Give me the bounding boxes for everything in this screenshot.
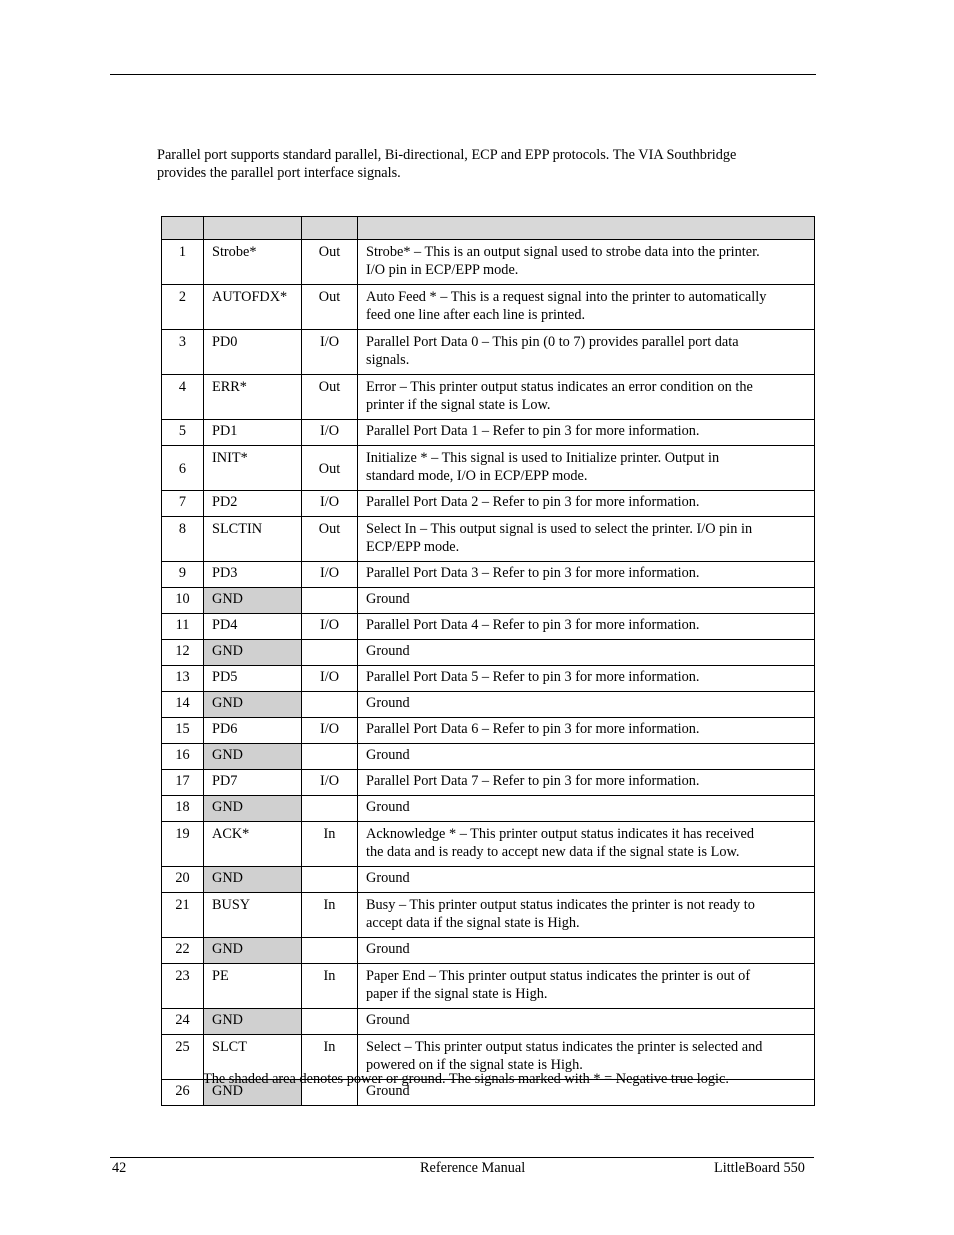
description-line-1: Parallel Port Data 6 – Refer to pin 3 for more information. <box>366 721 700 737</box>
signal-name-cell: GND <box>204 744 302 770</box>
direction-cell: I/O <box>302 666 358 692</box>
pin-number-cell: 1 <box>162 240 204 285</box>
header-rule <box>110 74 816 75</box>
description-cell <box>358 718 815 744</box>
description-cell <box>358 446 815 491</box>
direction-cell <box>302 1009 358 1035</box>
description-cell <box>358 375 815 420</box>
signal-name-cell: PD6 <box>204 718 302 744</box>
intro-line-1: Parallel port supports standard parallel, Bi-directional, ECP and EPP protocols. The VIA Southbridge <box>157 147 737 163</box>
description-line-1: Ground <box>366 870 410 886</box>
direction-cell: I/O <box>302 420 358 446</box>
description-line-1: Ground <box>366 747 410 763</box>
pin-number-cell: 25 <box>162 1035 204 1080</box>
description-line-1: Ground <box>366 799 410 815</box>
signal-name-cell: GND <box>204 1080 302 1106</box>
description-cell <box>358 964 815 1009</box>
pin-number-cell: 22 <box>162 938 204 964</box>
direction-cell: In <box>302 964 358 1009</box>
direction-cell: In <box>302 1035 358 1080</box>
table-row <box>162 1009 815 1035</box>
pin-number-cell: 13 <box>162 666 204 692</box>
table-row <box>162 588 815 614</box>
footer-product-name: LittleBoard 550 <box>714 1160 805 1176</box>
table-row <box>162 420 815 446</box>
table-row <box>162 666 815 692</box>
direction-cell <box>302 744 358 770</box>
table-row <box>162 822 815 867</box>
description-line-2: the data and is ready to accept new data if the signal state is Low. <box>366 843 740 860</box>
table-row <box>162 718 815 744</box>
direction-cell <box>302 867 358 893</box>
description-line-1: Parallel Port Data 0 – This pin (0 to 7) provides parallel port data <box>366 334 739 350</box>
description-line-1: Parallel Port Data 3 – Refer to pin 3 for more information. <box>366 565 700 581</box>
table-row <box>162 964 815 1009</box>
signal-name-cell: GND <box>204 1009 302 1035</box>
description-cell <box>358 867 815 893</box>
description-cell <box>358 666 815 692</box>
pin-number-cell: 16 <box>162 744 204 770</box>
pin-number-cell: 26 <box>162 1080 204 1106</box>
direction-cell <box>302 796 358 822</box>
footer-document-title: Reference Manual <box>420 1160 526 1176</box>
table-row <box>162 867 815 893</box>
signal-name-cell: ACK* <box>204 822 302 867</box>
header-cell-direction <box>302 217 358 240</box>
description-cell <box>358 796 815 822</box>
description-line-1: Paper End – This printer output status indicates the printer is out of <box>366 968 751 984</box>
signal-name-cell: PE <box>204 964 302 1009</box>
pin-number-cell: 18 <box>162 796 204 822</box>
description-line-1: Parallel Port Data 1 – Refer to pin 3 for more information. <box>366 423 700 439</box>
table-row <box>162 240 815 285</box>
pin-number-cell: 3 <box>162 330 204 375</box>
direction-cell: Out <box>302 446 358 491</box>
intro-line-2: provides the parallel port interface signals. <box>157 164 401 181</box>
description-cell <box>358 822 815 867</box>
intro-paragraph <box>157 147 817 182</box>
description-line-2: powered on if the signal state is High. <box>366 1056 583 1073</box>
footer-rule <box>110 1157 814 1158</box>
description-line-2: ECP/EPP mode. <box>366 538 460 555</box>
direction-cell <box>302 640 358 666</box>
signal-name-cell: BUSY <box>204 893 302 938</box>
table-row <box>162 614 815 640</box>
table-row <box>162 517 815 562</box>
description-line-1: Acknowledge * – This printer output status indicates it has received <box>366 826 755 842</box>
description-line-1: Strobe* – This is an output signal used to strobe data into the printer. <box>366 244 760 260</box>
pin-number-cell: 20 <box>162 867 204 893</box>
description-line-1: Ground <box>366 1012 410 1028</box>
pin-number-cell: 14 <box>162 692 204 718</box>
description-cell <box>358 614 815 640</box>
pin-number-cell: 11 <box>162 614 204 640</box>
description-cell <box>358 938 815 964</box>
pin-number-cell: 10 <box>162 588 204 614</box>
direction-cell: I/O <box>302 330 358 375</box>
pin-number-cell: 9 <box>162 562 204 588</box>
pin-number-cell: 7 <box>162 491 204 517</box>
table-row <box>162 285 815 330</box>
description-line-1: Ground <box>366 591 410 607</box>
signal-name-cell: GND <box>204 692 302 718</box>
direction-cell <box>302 588 358 614</box>
table-row <box>162 640 815 666</box>
direction-cell: I/O <box>302 562 358 588</box>
description-line-2: standard mode, I/O in ECP/EPP mode. <box>366 467 588 484</box>
signal-name-cell: PD5 <box>204 666 302 692</box>
description-line-1: Select – This printer output status indicates the printer is selected and <box>366 1039 763 1055</box>
header-cell-pin <box>162 217 204 240</box>
description-line-1: Initialize * – This signal is used to Initialize printer. Output in <box>366 450 720 466</box>
header-cell-signal <box>204 217 302 240</box>
direction-cell <box>302 692 358 718</box>
parallel-port-pinout-table <box>161 216 815 1106</box>
pin-number-cell: 15 <box>162 718 204 744</box>
signal-name-cell: PD0 <box>204 330 302 375</box>
table-row <box>162 770 815 796</box>
description-cell <box>358 562 815 588</box>
pin-number-cell: 6 <box>162 446 204 491</box>
description-cell <box>358 770 815 796</box>
direction-cell: Out <box>302 375 358 420</box>
description-cell <box>358 692 815 718</box>
pin-number-cell: 4 <box>162 375 204 420</box>
pin-number-cell: 21 <box>162 893 204 938</box>
table-body <box>162 240 815 1106</box>
description-cell <box>358 240 815 285</box>
pin-number-cell: 8 <box>162 517 204 562</box>
table-row <box>162 893 815 938</box>
direction-cell: I/O <box>302 491 358 517</box>
table-row <box>162 446 815 491</box>
description-cell <box>358 491 815 517</box>
signal-name-cell: PD2 <box>204 491 302 517</box>
description-cell <box>358 893 815 938</box>
table-row <box>162 796 815 822</box>
table-row <box>162 692 815 718</box>
pin-number-cell: 24 <box>162 1009 204 1035</box>
direction-cell: Out <box>302 240 358 285</box>
description-line-1: Ground <box>366 695 410 711</box>
description-line-1: Ground <box>366 941 410 957</box>
description-line-2: accept data if the signal state is High. <box>366 914 580 931</box>
footer-page-number: 42 <box>112 1160 127 1176</box>
direction-cell: In <box>302 893 358 938</box>
description-cell <box>358 640 815 666</box>
signal-name-cell: AUTOFDX* <box>204 285 302 330</box>
description-cell <box>358 420 815 446</box>
description-cell <box>358 285 815 330</box>
signal-name-cell: PD7 <box>204 770 302 796</box>
direction-cell: In <box>302 822 358 867</box>
description-cell <box>358 1009 815 1035</box>
description-line-2: I/O pin in ECP/EPP mode. <box>366 261 519 278</box>
description-line-1: Ground <box>366 1083 410 1099</box>
signal-name-cell: PD3 <box>204 562 302 588</box>
table-row <box>162 938 815 964</box>
description-line-1: Select In – This output signal is used to select the printer. I/O pin in <box>366 521 753 537</box>
table-header-row <box>162 217 815 240</box>
description-line-2: feed one line after each line is printed. <box>366 306 586 323</box>
description-line-2: signals. <box>366 351 410 368</box>
description-cell <box>358 588 815 614</box>
signal-name-cell: PD1 <box>204 420 302 446</box>
signal-name-cell: SLCT <box>204 1035 302 1080</box>
description-line-2: paper if the signal state is High. <box>366 985 548 1002</box>
table-footnote: The shaded area denotes power or ground. The signals marked with * = Negative true logic. <box>203 1071 729 1087</box>
pin-number-cell: 19 <box>162 822 204 867</box>
signal-name-cell: GND <box>204 796 302 822</box>
header-cell-description <box>358 217 815 240</box>
signal-name-cell: PD4 <box>204 614 302 640</box>
signal-name-cell: GND <box>204 938 302 964</box>
signal-name-cell: INIT* <box>204 446 302 491</box>
pin-number-cell: 5 <box>162 420 204 446</box>
signal-name-cell: GND <box>204 588 302 614</box>
pin-number-cell: 17 <box>162 770 204 796</box>
table-row <box>162 375 815 420</box>
signal-name-cell: Strobe* <box>204 240 302 285</box>
description-line-2: printer if the signal state is Low. <box>366 396 551 413</box>
direction-cell: I/O <box>302 770 358 796</box>
table-row <box>162 744 815 770</box>
direction-cell: I/O <box>302 718 358 744</box>
description-cell <box>358 744 815 770</box>
table-row <box>162 562 815 588</box>
description-line-1: Parallel Port Data 7 – Refer to pin 3 for more information. <box>366 773 700 789</box>
signal-name-cell: SLCTIN <box>204 517 302 562</box>
description-line-1: Error – This printer output status indicates an error condition on the <box>366 379 753 395</box>
pin-number-cell: 23 <box>162 964 204 1009</box>
description-line-1: Parallel Port Data 2 – Refer to pin 3 for more information. <box>366 494 700 510</box>
pin-number-cell: 12 <box>162 640 204 666</box>
signal-name-cell: GND <box>204 640 302 666</box>
pin-number-cell: 2 <box>162 285 204 330</box>
description-cell <box>358 330 815 375</box>
direction-cell: Out <box>302 517 358 562</box>
direction-cell: I/O <box>302 614 358 640</box>
description-line-1: Parallel Port Data 5 – Refer to pin 3 for more information. <box>366 669 700 685</box>
description-line-1: Busy – This printer output status indicates the printer is not ready to <box>366 897 755 913</box>
description-line-1: Parallel Port Data 4 – Refer to pin 3 for more information. <box>366 617 700 633</box>
description-cell <box>358 517 815 562</box>
description-line-1: Auto Feed * – This is a request signal into the printer to automatically <box>366 289 767 305</box>
signal-name-cell: GND <box>204 867 302 893</box>
direction-cell <box>302 938 358 964</box>
description-line-1: Ground <box>366 643 410 659</box>
signal-name-cell: ERR* <box>204 375 302 420</box>
table-row <box>162 330 815 375</box>
table-row <box>162 491 815 517</box>
direction-cell: Out <box>302 285 358 330</box>
